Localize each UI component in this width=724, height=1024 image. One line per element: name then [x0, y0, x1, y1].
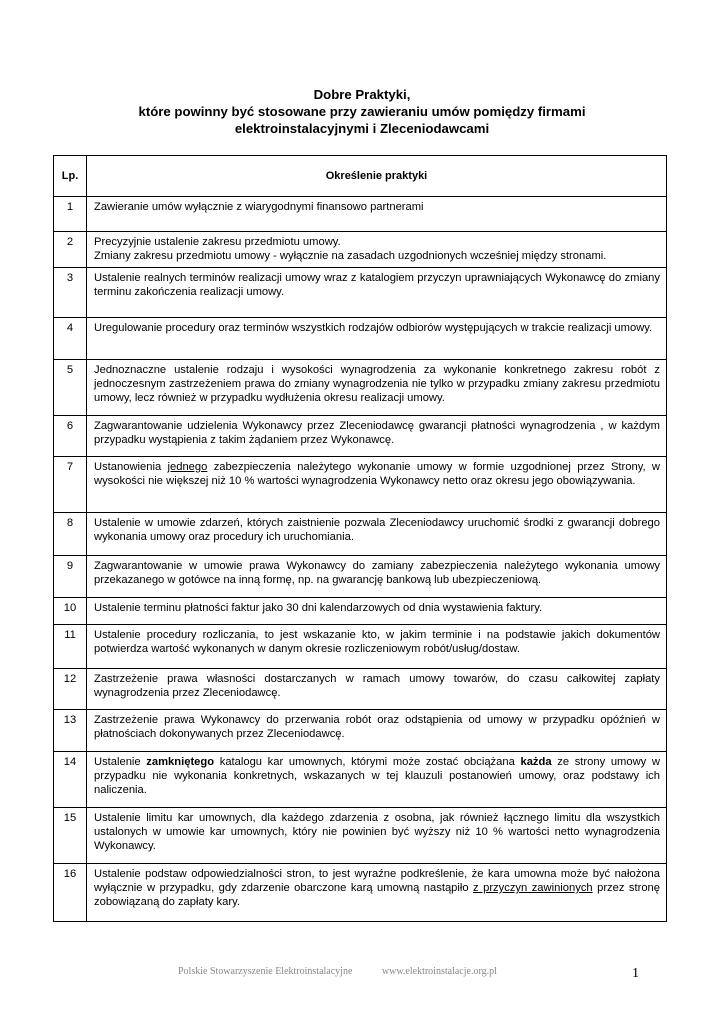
text-segment: Ustalenie	[94, 756, 147, 768]
bold-text: zamkniętego	[146, 756, 215, 768]
row-number: 7	[54, 457, 87, 513]
page-number: 1	[632, 966, 639, 981]
text-segment: ze strony umowy w przypadku nie wykonania konkretnych, wskazanych w tej klauzuli postanowień umowy, oraz podstawy ich naliczenia.	[94, 756, 660, 796]
row-description	[87, 752, 667, 808]
underlined-text: z przyczyn zawinionych	[473, 882, 593, 894]
page-footer	[178, 966, 524, 977]
table-row	[54, 232, 667, 268]
table-row	[54, 513, 667, 556]
row-description: Ustalenie limitu kar umownych, dla każdego zdarzenia z osobna, jak również łącznego limitu dla wszystkich ustalonych w umowie kar umownych, który nie powinien być wyższy niż 10 % wartości netto wynagrodzenia Wykonawcy.	[87, 808, 667, 864]
row-description: Ustalenie terminu płatności faktur jako 30 dni kalendarzowych od dnia wystawienia faktury.	[87, 598, 667, 625]
row-description: Zagwarantowanie udzielenia Wykonawcy przez Zleceniodawcę gwarancji płatności wynagrodzenia , w każdym przypadku wystąpienia z takim żądaniem przez Wykonawcę.	[87, 416, 667, 457]
practices-table	[53, 155, 667, 922]
row-description	[87, 232, 667, 268]
text-segment: Ustalenie podstaw odpowiedzialności stron, to jest wyraźne podkreślenie, że kara umowna może być nałożona wyłącznie w przypadku, gdy zdarzenie obarczone karą umowną nastąpiło	[94, 868, 660, 894]
footer-organization: Polskie Stowarzyszenie Elektroinstalacyjne	[178, 966, 353, 977]
text-segment: zabezpieczenia należytego wykonanie umowy w formie uzgodnionej przez Strony, w wysokości nie większej niż 10 % wartości wynagrodzenia Wykonawcy netto oraz okresu jego obowiązywania.	[94, 461, 660, 487]
row-description-line: Precyzyjnie ustalenie zakresu przedmiotu umowy.	[94, 236, 341, 248]
row-number: 8	[54, 513, 87, 556]
title-line-1: Dobre Praktyki,	[313, 87, 411, 102]
row-description: Ustalenie realnych terminów realizacji umowy wraz z katalogiem przyczyn uprawniających Wykonawcę do zmiany terminu zakończenia realizacji umowy.	[87, 268, 667, 318]
table-row	[54, 625, 667, 669]
row-description	[87, 864, 667, 922]
row-description: Zagwarantowanie w umowie prawa Wykonawcy do zamiany zabezpieczenia należytego wykonania umowy przekazanego w gotówce na inną formę, np. na gwarancję bankową lub ubezpieczeniową.	[87, 556, 667, 598]
row-number: 2	[54, 232, 87, 268]
table-row	[54, 808, 667, 864]
title-line-2: które powinny być stosowane przy zawieraniu umów pomiędzy firmami	[138, 104, 586, 119]
row-number: 3	[54, 268, 87, 318]
text-segment: katalogu kar umownych, którymi może zostać obciążana	[214, 756, 521, 768]
header-lp: Lp.	[54, 156, 87, 197]
row-description	[87, 457, 667, 513]
row-number: 4	[54, 318, 87, 360]
table-row	[54, 556, 667, 598]
row-description: Zastrzeżenie prawa Wykonawcy do przerwania robót oraz odstąpienia od umowy w przypadku opóźnień w płatnościach dokonywanych przez Zleceniodawcę.	[87, 710, 667, 752]
row-number: 1	[54, 197, 87, 232]
row-number: 9	[54, 556, 87, 598]
row-number: 14	[54, 752, 87, 808]
table-row	[54, 360, 667, 416]
text-segment: przez stronę zobowiązaną do zapłaty kary.	[94, 882, 661, 908]
underlined-text: jednego	[167, 461, 208, 473]
row-description-line: Zmiany zakresu przedmiotu umowy - wyłącznie na zasadach uzgodnionych wcześniej między stronami.	[94, 250, 607, 262]
table-row	[54, 598, 667, 625]
table-row	[54, 416, 667, 457]
row-description: Ustalenie procedury rozliczania, to jest wskazanie kto, w jakim terminie i na podstawie jakich dokumentów potwierdza wartość wykonanych w danym okresie rozliczeniowym robót/usług/dostaw.	[87, 625, 667, 669]
table-row	[54, 710, 667, 752]
row-description: Jednoznaczne ustalenie rodzaju i wysokości wynagrodzenia za wykonanie konkretnego zakresu robót z jednoczesnym zastrzeżeniem prawa do zmiany wynagrodzenia nie tylko w przypadku zmiany zakresu przedmiotu umowy, lecz również w przypadku wydłużenia okresu realizacji umowy.	[87, 360, 667, 416]
header-description: Określenie praktyki	[87, 156, 667, 197]
table-row	[54, 752, 667, 808]
row-number: 13	[54, 710, 87, 752]
bold-text: każda	[520, 756, 552, 768]
row-number: 12	[54, 669, 87, 710]
row-number: 11	[54, 625, 87, 669]
row-description: Zawieranie umów wyłącznie z wiarygodnymi finansowo partnerami	[87, 197, 667, 232]
table-row	[54, 318, 667, 360]
table-row	[54, 197, 667, 232]
row-number: 6	[54, 416, 87, 457]
table-row	[54, 457, 667, 513]
row-number: 5	[54, 360, 87, 416]
row-description: Ustalenie w umowie zdarzeń, których zaistnienie pozwala Zleceniodawcy uruchomić środki z gwarancji dobrego wykonania umowy oraz procedury ich uruchomiania.	[87, 513, 667, 556]
document-title	[0, 86, 724, 137]
text-segment: Ustanowienia	[94, 461, 168, 473]
table-row	[54, 864, 667, 922]
table-row	[54, 268, 667, 318]
row-number: 15	[54, 808, 87, 864]
row-description: Uregulowanie procedury oraz terminów wszystkich rodzajów odbiorów występujących w trakcie realizacji umowy.	[87, 318, 667, 360]
row-description: Zastrzeżenie prawa własności dostarczanych w ramach umowy towarów, do czasu całkowitej zapłaty wynagrodzenia przez Zleceniodawcę.	[87, 669, 667, 710]
table-header-row	[54, 156, 667, 197]
title-line-3: elektroinstalacyjnymi i Zleceniodawcami	[234, 121, 490, 136]
row-number: 10	[54, 598, 87, 625]
table-row	[54, 669, 667, 710]
row-number: 16	[54, 864, 87, 922]
footer-website: www.elektroinstalacje.org.pl	[381, 966, 497, 977]
